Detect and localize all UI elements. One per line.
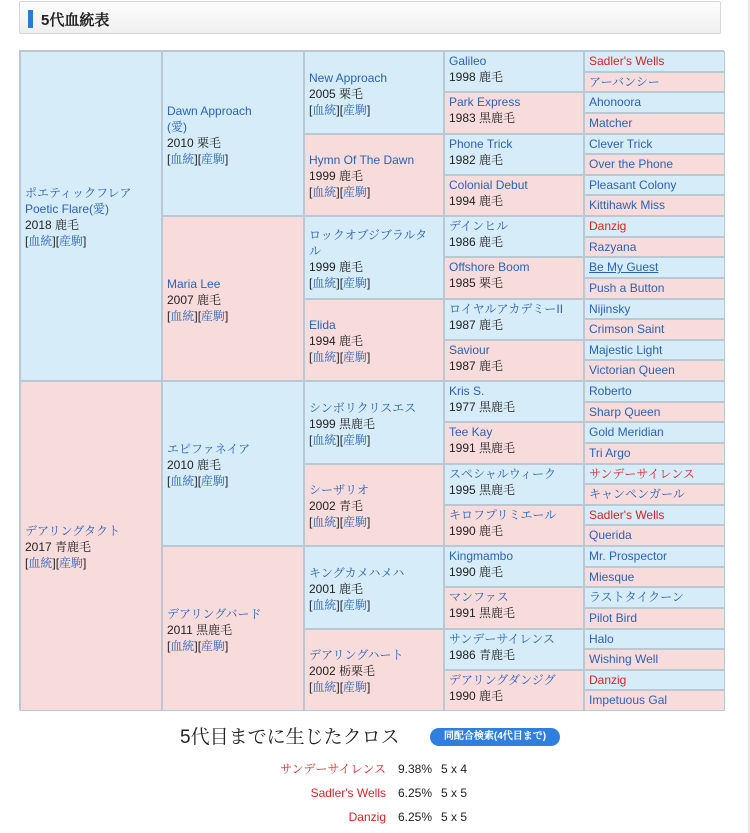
pedigree-cell-g3 xyxy=(304,216,444,299)
horse-name-link[interactable]: ラストタイクーン xyxy=(589,590,684,604)
bloodline-link[interactable]: 血統 xyxy=(312,433,337,447)
pedigree-cell-g2 xyxy=(162,216,304,381)
horse-name-link[interactable]: Mr. Prospector xyxy=(589,549,668,563)
pedigree-cell-g5 xyxy=(584,51,725,72)
pedigree-cell-g5 xyxy=(584,464,725,484)
offspring-link[interactable]: 産駒 xyxy=(343,598,368,612)
horse-name-link[interactable]: Crimson Saint xyxy=(589,322,665,336)
horse-links: [血統][産駒] xyxy=(309,515,371,529)
horse-entry xyxy=(449,342,581,374)
horse-birth-info: 1998 鹿毛 xyxy=(449,70,504,84)
horse-name-link[interactable]: (愛) xyxy=(167,120,187,134)
pedigree-cell-g5 xyxy=(584,629,725,649)
horse-birth-info: 2017 青鹿毛 xyxy=(25,540,92,554)
pedigree-cell-g4 xyxy=(444,464,584,505)
offspring-link[interactable]: 産駒 xyxy=(343,276,368,290)
horse-entry xyxy=(309,317,441,365)
horse-birth-info: 1991 黒鹿毛 xyxy=(449,441,516,455)
horse-name-link[interactable]: Pleasant Colony xyxy=(589,178,677,192)
horse-entry xyxy=(167,606,301,654)
pedigree-cell-g5 xyxy=(584,690,725,711)
horse-birth-info: 1994 鹿毛 xyxy=(449,194,504,208)
horse-name-link[interactable]: アーバンシー xyxy=(589,75,660,89)
cross-title: 5代目までに生じたクロス xyxy=(180,727,400,748)
horse-name-link[interactable]: Sharp Queen xyxy=(589,405,661,419)
cross-percentage: 9.38% xyxy=(398,762,433,776)
horse-name-link[interactable]: デアリングバード xyxy=(167,607,262,621)
pedigree-cell-g4 xyxy=(444,51,584,92)
horse-name-link[interactable]: Querida xyxy=(589,528,632,542)
bloodline-link[interactable]: 血統 xyxy=(170,152,195,166)
horse-entry xyxy=(449,53,581,85)
horse-name-link[interactable]: Offshore Boom xyxy=(449,260,530,274)
bloodline-link[interactable]: 血統 xyxy=(312,185,337,199)
horse-birth-info: 1999 鹿毛 xyxy=(309,169,364,183)
horse-birth-info: 1999 黒鹿毛 xyxy=(309,417,376,431)
pedigree-cell-g4 xyxy=(444,216,584,257)
horse-name-link[interactable]: Galileo xyxy=(449,54,487,68)
section-title: 5代血統表 xyxy=(41,12,110,29)
horse-name-link[interactable]: Sadler's Wells xyxy=(589,508,665,522)
pedigree-cell-g4 xyxy=(444,629,584,670)
pedigree-cell-g5 xyxy=(584,567,725,587)
horse-name-link[interactable]: Colonial Debut xyxy=(449,178,528,192)
horse-name-link[interactable]: Roberto xyxy=(589,384,632,398)
horse-name-link[interactable]: ロイヤルアカデミーII xyxy=(449,302,564,316)
horse-birth-info: 2002 栃栗毛 xyxy=(309,664,376,678)
horse-entry xyxy=(309,70,441,118)
bloodline-link[interactable]: 血統 xyxy=(170,639,195,653)
offspring-link[interactable]: 産駒 xyxy=(343,680,368,694)
horse-name-link[interactable]: Push a Button xyxy=(589,281,665,295)
pedigree-cell-g5 xyxy=(584,257,725,278)
pedigree-cell-g5 xyxy=(584,195,725,216)
horse-links: [血統][産駒] xyxy=(309,680,371,694)
horse-birth-info: 1995 黒鹿毛 xyxy=(449,483,516,497)
horse-name-link[interactable]: Elida xyxy=(309,318,336,332)
horse-birth-info: 2010 鹿毛 xyxy=(167,458,222,472)
pedigree-cell-g5 xyxy=(584,443,725,464)
horse-name-link[interactable]: キロフプリミエール xyxy=(449,508,557,522)
pedigree-cell-g5 xyxy=(584,154,725,175)
pedigree-cell-g5 xyxy=(584,360,725,381)
bloodline-link[interactable]: 血統 xyxy=(28,556,53,570)
cross-percentage: 6.25% xyxy=(398,786,433,800)
pedigree-cell-g5 xyxy=(584,422,725,443)
horse-birth-info: 1983 黒鹿毛 xyxy=(449,111,516,125)
pedigree-cell-g4 xyxy=(444,505,584,546)
header-accent-bar xyxy=(28,10,33,28)
horse-name-link[interactable]: Miesque xyxy=(589,570,635,584)
horse-name-link[interactable]: エピファネイア xyxy=(167,442,251,456)
pedigree-cell-g4 xyxy=(444,92,584,134)
same-mating-search-button[interactable]: 同配合検索(4代目まで) xyxy=(430,728,560,746)
offspring-link[interactable]: 産駒 xyxy=(343,433,368,447)
horse-links: [血統][産駒] xyxy=(309,433,371,447)
pedigree-cell-g4 xyxy=(444,257,584,299)
horse-name-link[interactable]: ロックオブジブラルタ xyxy=(309,228,428,242)
pedigree-cell-g5 xyxy=(584,649,725,670)
pedigree-cell-g3 xyxy=(304,134,444,216)
horse-name-link[interactable]: シーザリオ xyxy=(309,483,369,497)
horse-name-link[interactable]: Kris S. xyxy=(449,384,485,398)
horse-name-link[interactable]: Matcher xyxy=(589,116,633,130)
horse-entry xyxy=(449,177,581,209)
horse-links: [血統][産駒] xyxy=(309,103,371,117)
cross-row xyxy=(180,761,468,777)
horse-name-link[interactable]: Park Express xyxy=(449,95,521,109)
pedigree-cell-g2 xyxy=(162,51,304,216)
horse-name-link[interactable]: Nijinsky xyxy=(589,302,631,316)
horse-links: [血統][産駒] xyxy=(167,639,229,653)
pedigree-cell-g5 xyxy=(584,134,725,154)
pedigree-cell-g5 xyxy=(584,546,725,567)
bloodline-link[interactable]: 血統 xyxy=(28,234,53,248)
horse-links: [血統][産駒] xyxy=(167,474,229,488)
horse-name-link[interactable]: Dawn Approach xyxy=(167,104,252,118)
horse-entry xyxy=(449,383,581,415)
cross-generation: 5 x 4 xyxy=(441,762,468,776)
horse-birth-info: 1987 鹿毛 xyxy=(449,318,504,332)
pedigree-cell-g4 xyxy=(444,670,584,711)
offspring-link[interactable]: 産駒 xyxy=(201,639,226,653)
horse-name-link[interactable]: Pilot Bird xyxy=(589,611,638,625)
cross-horse-name[interactable]: Danzig xyxy=(348,810,386,824)
horse-name-link[interactable]: New Approach xyxy=(309,71,388,85)
horse-name-link[interactable]: Victorian Queen xyxy=(589,363,675,377)
horse-name-link[interactable]: Clever Trick xyxy=(589,137,653,151)
horse-name-link[interactable]: Over the Phone xyxy=(589,157,674,171)
offspring-link[interactable]: 産駒 xyxy=(343,185,368,199)
horse-name-link[interactable]: Gold Meridian xyxy=(589,425,664,439)
horse-entry xyxy=(309,647,441,695)
horse-entry xyxy=(309,400,441,448)
horse-name-link[interactable]: Danzig xyxy=(589,673,627,687)
pedigree-cell-g5 xyxy=(584,299,725,319)
pedigree-cell-g5 xyxy=(584,175,725,195)
pedigree-cell-g3 xyxy=(304,546,444,629)
horse-birth-info: 1999 鹿毛 xyxy=(309,260,364,274)
pedigree-cell-g4 xyxy=(444,175,584,216)
pedigree-cell-g4 xyxy=(444,587,584,629)
horse-name-link[interactable]: Wishing Well xyxy=(589,652,659,666)
horse-name-link[interactable]: デアリングハート xyxy=(309,648,404,662)
pedigree-cell-g4 xyxy=(444,422,584,464)
offspring-link[interactable]: 産駒 xyxy=(343,350,368,364)
bloodline-link[interactable]: 血統 xyxy=(312,350,337,364)
horse-name-link[interactable]: サンデーサイレンス xyxy=(589,467,695,481)
horse-name-link[interactable]: デインヒル xyxy=(449,219,509,233)
horse-birth-info: 2001 鹿毛 xyxy=(309,582,364,596)
horse-links: [血統][産駒] xyxy=(309,276,371,290)
horse-entry xyxy=(309,482,441,530)
horse-entry xyxy=(167,103,301,167)
horse-name-link[interactable]: Danzig xyxy=(589,219,627,233)
pedigree-cell-g5 xyxy=(584,113,725,134)
horse-birth-info: 2018 鹿毛 xyxy=(25,218,80,232)
horse-entry xyxy=(449,589,581,621)
horse-birth-info: 1986 青鹿毛 xyxy=(449,648,516,662)
pedigree-cell-g1 xyxy=(20,381,162,711)
horse-birth-info: 2011 黒鹿毛 xyxy=(167,623,233,637)
horse-birth-info: 1990 鹿毛 xyxy=(449,565,504,579)
horse-entry xyxy=(449,672,581,704)
cross-horse-name[interactable]: Sadler's Wells xyxy=(310,786,386,800)
horse-birth-info: 1986 鹿毛 xyxy=(449,235,504,249)
horse-name-link[interactable]: キングカメハメハ xyxy=(309,566,405,580)
cross-generation: 5 x 5 xyxy=(441,810,468,824)
pedigree-cell-g5 xyxy=(584,587,725,608)
horse-name-link[interactable]: マンファス xyxy=(449,590,509,604)
horse-birth-info: 2007 鹿毛 xyxy=(167,293,222,307)
horse-name-link[interactable]: Ahonoora xyxy=(589,95,642,109)
horse-name-link[interactable]: Impetuous Gal xyxy=(589,693,668,707)
cross-horse-name[interactable]: サンデーサイレンス xyxy=(280,762,386,776)
horse-entry xyxy=(449,631,581,663)
pedigree-cell-g4 xyxy=(444,546,584,587)
offspring-link[interactable]: 産駒 xyxy=(201,474,226,488)
pedigree-cell-g5 xyxy=(584,608,725,629)
horse-name-link[interactable]: Sadler's Wells xyxy=(589,54,665,68)
pedigree-cell-g4 xyxy=(444,381,584,422)
pedigree-cell-g3 xyxy=(304,381,444,464)
bloodline-link[interactable]: 血統 xyxy=(170,474,195,488)
horse-entry xyxy=(25,185,159,249)
horse-links: [血統][産駒] xyxy=(167,152,229,166)
pedigree-cell-g5 xyxy=(584,505,725,525)
horse-entry xyxy=(449,466,581,498)
cross-row xyxy=(180,785,468,801)
horse-birth-info: 1990 鹿毛 xyxy=(449,689,504,703)
horse-entry xyxy=(449,94,581,126)
pedigree-table xyxy=(19,50,724,710)
pedigree-cell-g5 xyxy=(584,340,725,360)
horse-entry xyxy=(449,301,581,333)
horse-entry xyxy=(167,276,301,324)
horse-name-link[interactable]: デアリングダンジグ xyxy=(449,673,556,687)
horse-name-link[interactable]: ポエティックフレア xyxy=(25,186,132,200)
horse-links: [血統][産駒] xyxy=(167,309,229,323)
pedigree-cell-g5 xyxy=(584,670,725,690)
horse-name-link[interactable]: Tri Argo xyxy=(589,446,631,460)
pedigree-cell-g5 xyxy=(584,319,725,340)
horse-links: [血統][産駒] xyxy=(309,598,371,612)
horse-entry xyxy=(449,548,581,580)
cross-generation: 5 x 5 xyxy=(441,786,468,800)
pedigree-cell-g4 xyxy=(444,134,584,175)
horse-name-link[interactable]: Saviour xyxy=(449,343,490,357)
horse-name-link[interactable]: Hymn Of The Dawn xyxy=(309,153,415,167)
horse-birth-info: 1990 鹿毛 xyxy=(449,524,504,538)
horse-name-link[interactable]: シンボリクリスエス xyxy=(309,401,417,415)
pedigree-cell-g3 xyxy=(304,629,444,711)
horse-birth-info: 1991 黒鹿毛 xyxy=(449,606,516,620)
horse-links: [血統][産駒] xyxy=(25,556,87,570)
pedigree-cell-g5 xyxy=(584,92,725,113)
pedigree-cell-g5 xyxy=(584,278,725,299)
offspring-link[interactable]: 産駒 xyxy=(201,309,226,323)
horse-links: [血統][産駒] xyxy=(25,234,87,248)
horse-name-link[interactable]: デアリングタクト xyxy=(25,524,121,538)
horse-entry xyxy=(309,227,441,291)
horse-entry xyxy=(167,441,301,489)
horse-birth-info: 2005 栗毛 xyxy=(309,87,364,101)
horse-name-link[interactable]: Razyana xyxy=(589,240,637,254)
pedigree-cell-g3 xyxy=(304,299,444,381)
pedigree-cell-g2 xyxy=(162,381,304,546)
pedigree-cell-g1 xyxy=(20,51,162,381)
pedigree-cell-g3 xyxy=(304,51,444,134)
bloodline-link[interactable]: 血統 xyxy=(312,103,337,117)
horse-birth-info: 1987 鹿毛 xyxy=(449,359,504,373)
horse-entry xyxy=(309,565,441,613)
horse-entry xyxy=(309,152,441,200)
horse-birth-info: 1977 黒鹿毛 xyxy=(449,400,516,414)
horse-entry xyxy=(449,136,581,168)
offspring-link[interactable]: 産駒 xyxy=(201,152,226,166)
cross-percentage: 6.25% xyxy=(398,810,433,824)
pedigree-cell-g5 xyxy=(584,381,725,402)
horse-links: [血統][産駒] xyxy=(309,350,371,364)
pedigree-cell-g5 xyxy=(584,216,725,237)
horse-name-link[interactable]: Halo xyxy=(589,632,614,646)
horse-entry xyxy=(449,507,581,539)
horse-name-link[interactable]: Tee Kay xyxy=(449,425,493,439)
pedigree-cell-g5 xyxy=(584,72,725,92)
pedigree-cell-g4 xyxy=(444,340,584,381)
horse-name-link[interactable]: Be My Guest xyxy=(589,260,659,274)
horse-name-link[interactable]: サンデーサイレンス xyxy=(449,632,555,646)
horse-links: [血統][産駒] xyxy=(309,185,371,199)
horse-birth-info: 1982 鹿毛 xyxy=(449,153,504,167)
bloodline-link[interactable]: 血統 xyxy=(312,680,337,694)
pedigree-cell-g3 xyxy=(304,464,444,546)
horse-entry xyxy=(25,523,159,571)
horse-name-link[interactable]: Kingmambo xyxy=(449,549,514,563)
section-header xyxy=(19,1,721,34)
horse-entry xyxy=(449,218,581,250)
horse-name-link[interactable]: Majestic Light xyxy=(589,343,663,357)
horse-entry xyxy=(449,424,581,456)
cross-row xyxy=(180,809,468,825)
bloodline-link[interactable]: 血統 xyxy=(312,598,337,612)
pedigree-cell-g5 xyxy=(584,525,725,546)
bloodline-link[interactable]: 血統 xyxy=(312,276,337,290)
pedigree-cell-g4 xyxy=(444,299,584,340)
horse-entry xyxy=(449,259,581,291)
bloodline-link[interactable]: 血統 xyxy=(312,515,337,529)
offspring-link[interactable]: 産駒 xyxy=(343,103,368,117)
horse-name-link[interactable]: Kittihawk Miss xyxy=(589,198,666,212)
offspring-link[interactable]: 産駒 xyxy=(59,234,84,248)
horse-birth-info: 2010 栗毛 xyxy=(167,136,222,150)
horse-birth-info: 2002 青毛 xyxy=(309,499,364,513)
pedigree-cell-g5 xyxy=(584,402,725,422)
horse-name-link[interactable]: Phone Trick xyxy=(449,137,513,151)
horse-name-link[interactable]: Maria Lee xyxy=(167,277,221,291)
offspring-link[interactable]: 産駒 xyxy=(343,515,368,529)
horse-name-link[interactable]: Poetic Flare(愛) xyxy=(25,202,110,216)
horse-birth-info: 1994 鹿毛 xyxy=(309,334,364,348)
offspring-link[interactable]: 産駒 xyxy=(59,556,84,570)
bloodline-link[interactable]: 血統 xyxy=(170,309,195,323)
pedigree-cell-g5 xyxy=(584,237,725,257)
horse-name-link[interactable]: ル xyxy=(309,244,322,258)
pedigree-cell-g2 xyxy=(162,546,304,711)
horse-birth-info: 1985 栗毛 xyxy=(449,276,504,290)
horse-name-link[interactable]: キャンペンガール xyxy=(589,487,685,501)
horse-name-link[interactable]: スペシャルウィーク xyxy=(449,467,557,481)
pedigree-cell-g5 xyxy=(584,484,725,505)
